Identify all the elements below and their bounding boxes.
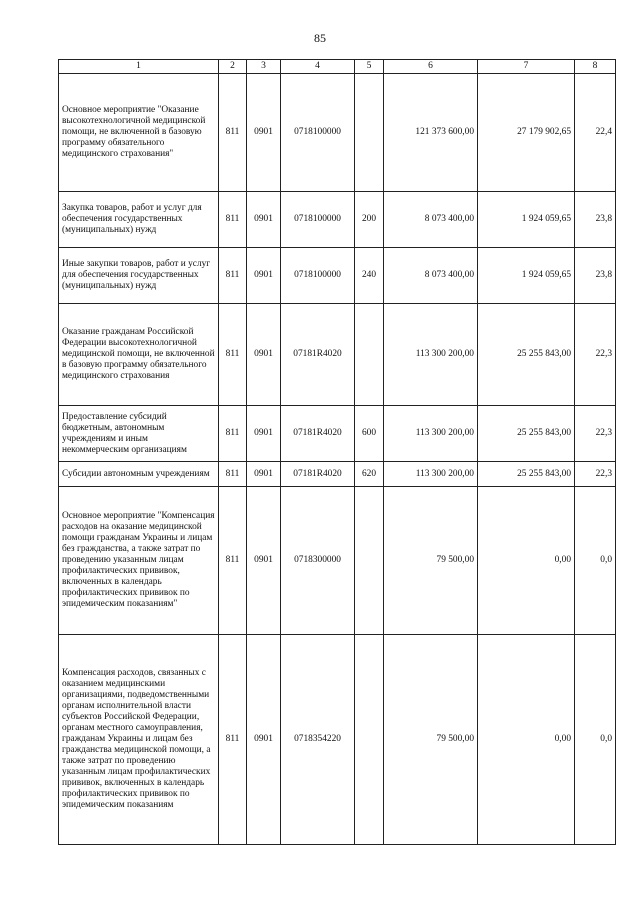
planned-amount-cell: 8 073 400,00 [384, 192, 478, 248]
percent-cell: 23,8 [575, 248, 616, 304]
expense-type-cell: 600 [355, 406, 384, 462]
planned-amount-cell: 113 300 200,00 [384, 304, 478, 406]
column-header: 3 [247, 60, 281, 74]
target-article-cell: 0718100000 [281, 74, 355, 192]
row-name-cell: Оказание гражданам Российской Федерации высокотехнологичной медицинской помощи, не включенной в базовую программу обязательного медицинского страхования [59, 304, 219, 406]
table-row [59, 74, 616, 192]
planned-amount-cell: 121 373 600,00 [384, 74, 478, 192]
row-name-cell: Основное мероприятие "Оказание высокотехнологичной медицинской помощи, не включенной в базовую программу обязательного медицинского страхования" [59, 74, 219, 192]
actual-amount-cell: 25 255 843,00 [478, 462, 575, 487]
row-name-cell: Предоставление субсидий бюджетным, автономным учреждениям и иным некоммерческим организациям [59, 406, 219, 462]
page-number: 85 [314, 31, 326, 45]
table-row [59, 635, 616, 845]
table-row [59, 192, 616, 248]
percent-cell: 0,0 [575, 487, 616, 635]
expense-type-cell: 240 [355, 248, 384, 304]
planned-amount-cell: 79 500,00 [384, 635, 478, 845]
percent-cell: 0,0 [575, 635, 616, 845]
row-name-cell: Основное мероприятие "Компенсация расходов на оказание медицинской помощи гражданам Украины и лицам без гражданства, а также затрат по проведению указанным лицам профилактических прививок, включенных в календарь профилактических прививок по эпидемическим показаниям" [59, 487, 219, 635]
percent-cell: 22,3 [575, 406, 616, 462]
expense-type-cell [355, 74, 384, 192]
column-header: 1 [59, 60, 219, 74]
column-header: 2 [219, 60, 247, 74]
actual-amount-cell: 1 924 059,65 [478, 248, 575, 304]
planned-amount-cell: 113 300 200,00 [384, 462, 478, 487]
section-cell: 0901 [247, 462, 281, 487]
expense-type-cell: 620 [355, 462, 384, 487]
percent-cell: 22,4 [575, 74, 616, 192]
target-article-cell: 07181R4020 [281, 462, 355, 487]
table-row [59, 304, 616, 406]
planned-amount-cell: 8 073 400,00 [384, 248, 478, 304]
ved-cell: 811 [219, 406, 247, 462]
target-article-cell: 0718100000 [281, 248, 355, 304]
column-header: 6 [384, 60, 478, 74]
expense-type-cell [355, 487, 384, 635]
section-cell: 0901 [247, 487, 281, 635]
percent-cell: 22,3 [575, 304, 616, 406]
table-row [59, 487, 616, 635]
target-article-cell: 07181R4020 [281, 406, 355, 462]
row-name-cell: Закупка товаров, работ и услуг для обеспечения государственных (муниципальных) нужд [59, 192, 219, 248]
actual-amount-cell: 25 255 843,00 [478, 304, 575, 406]
expense-type-cell: 200 [355, 192, 384, 248]
actual-amount-cell: 0,00 [478, 487, 575, 635]
section-cell: 0901 [247, 192, 281, 248]
actual-amount-cell: 1 924 059,65 [478, 192, 575, 248]
ved-cell: 811 [219, 462, 247, 487]
target-article-cell: 0718354220 [281, 635, 355, 845]
ved-cell: 811 [219, 487, 247, 635]
percent-cell: 22,3 [575, 462, 616, 487]
section-cell: 0901 [247, 304, 281, 406]
column-header: 4 [281, 60, 355, 74]
expense-type-cell [355, 304, 384, 406]
row-name-cell: Иные закупки товаров, работ и услуг для обеспечения государственных (муниципальных) нужд [59, 248, 219, 304]
planned-amount-cell: 79 500,00 [384, 487, 478, 635]
row-name-cell: Субсидии автономным учреждениям [59, 462, 219, 487]
target-article-cell: 0718100000 [281, 192, 355, 248]
table-row [59, 406, 616, 462]
column-header: 8 [575, 60, 616, 74]
percent-cell: 23,8 [575, 192, 616, 248]
table-row [59, 248, 616, 304]
section-cell: 0901 [247, 406, 281, 462]
target-article-cell: 0718300000 [281, 487, 355, 635]
budget-table [58, 59, 616, 845]
actual-amount-cell: 0,00 [478, 635, 575, 845]
header-row [59, 60, 616, 74]
ved-cell: 811 [219, 192, 247, 248]
ved-cell: 811 [219, 248, 247, 304]
column-header: 7 [478, 60, 575, 74]
actual-amount-cell: 25 255 843,00 [478, 406, 575, 462]
section-cell: 0901 [247, 74, 281, 192]
section-cell: 0901 [247, 248, 281, 304]
row-name-cell: Компенсация расходов, связанных с оказанием медицинскими организациями, подведомственными органам исполнительной власти субъектов Российской Федерации, органам местного самоуправления, гражданам Украины и лицам без гражданства медицинской помощи, а также затрат по проведению указанным лицам профилактических прививок, включенных в календарь профилактических прививок по эпидемическим показаниям [59, 635, 219, 845]
actual-amount-cell: 27 179 902,65 [478, 74, 575, 192]
table-row [59, 462, 616, 487]
expense-type-cell [355, 635, 384, 845]
column-header: 5 [355, 60, 384, 74]
ved-cell: 811 [219, 304, 247, 406]
ved-cell: 811 [219, 635, 247, 845]
target-article-cell: 07181R4020 [281, 304, 355, 406]
planned-amount-cell: 113 300 200,00 [384, 406, 478, 462]
ved-cell: 811 [219, 74, 247, 192]
section-cell: 0901 [247, 635, 281, 845]
